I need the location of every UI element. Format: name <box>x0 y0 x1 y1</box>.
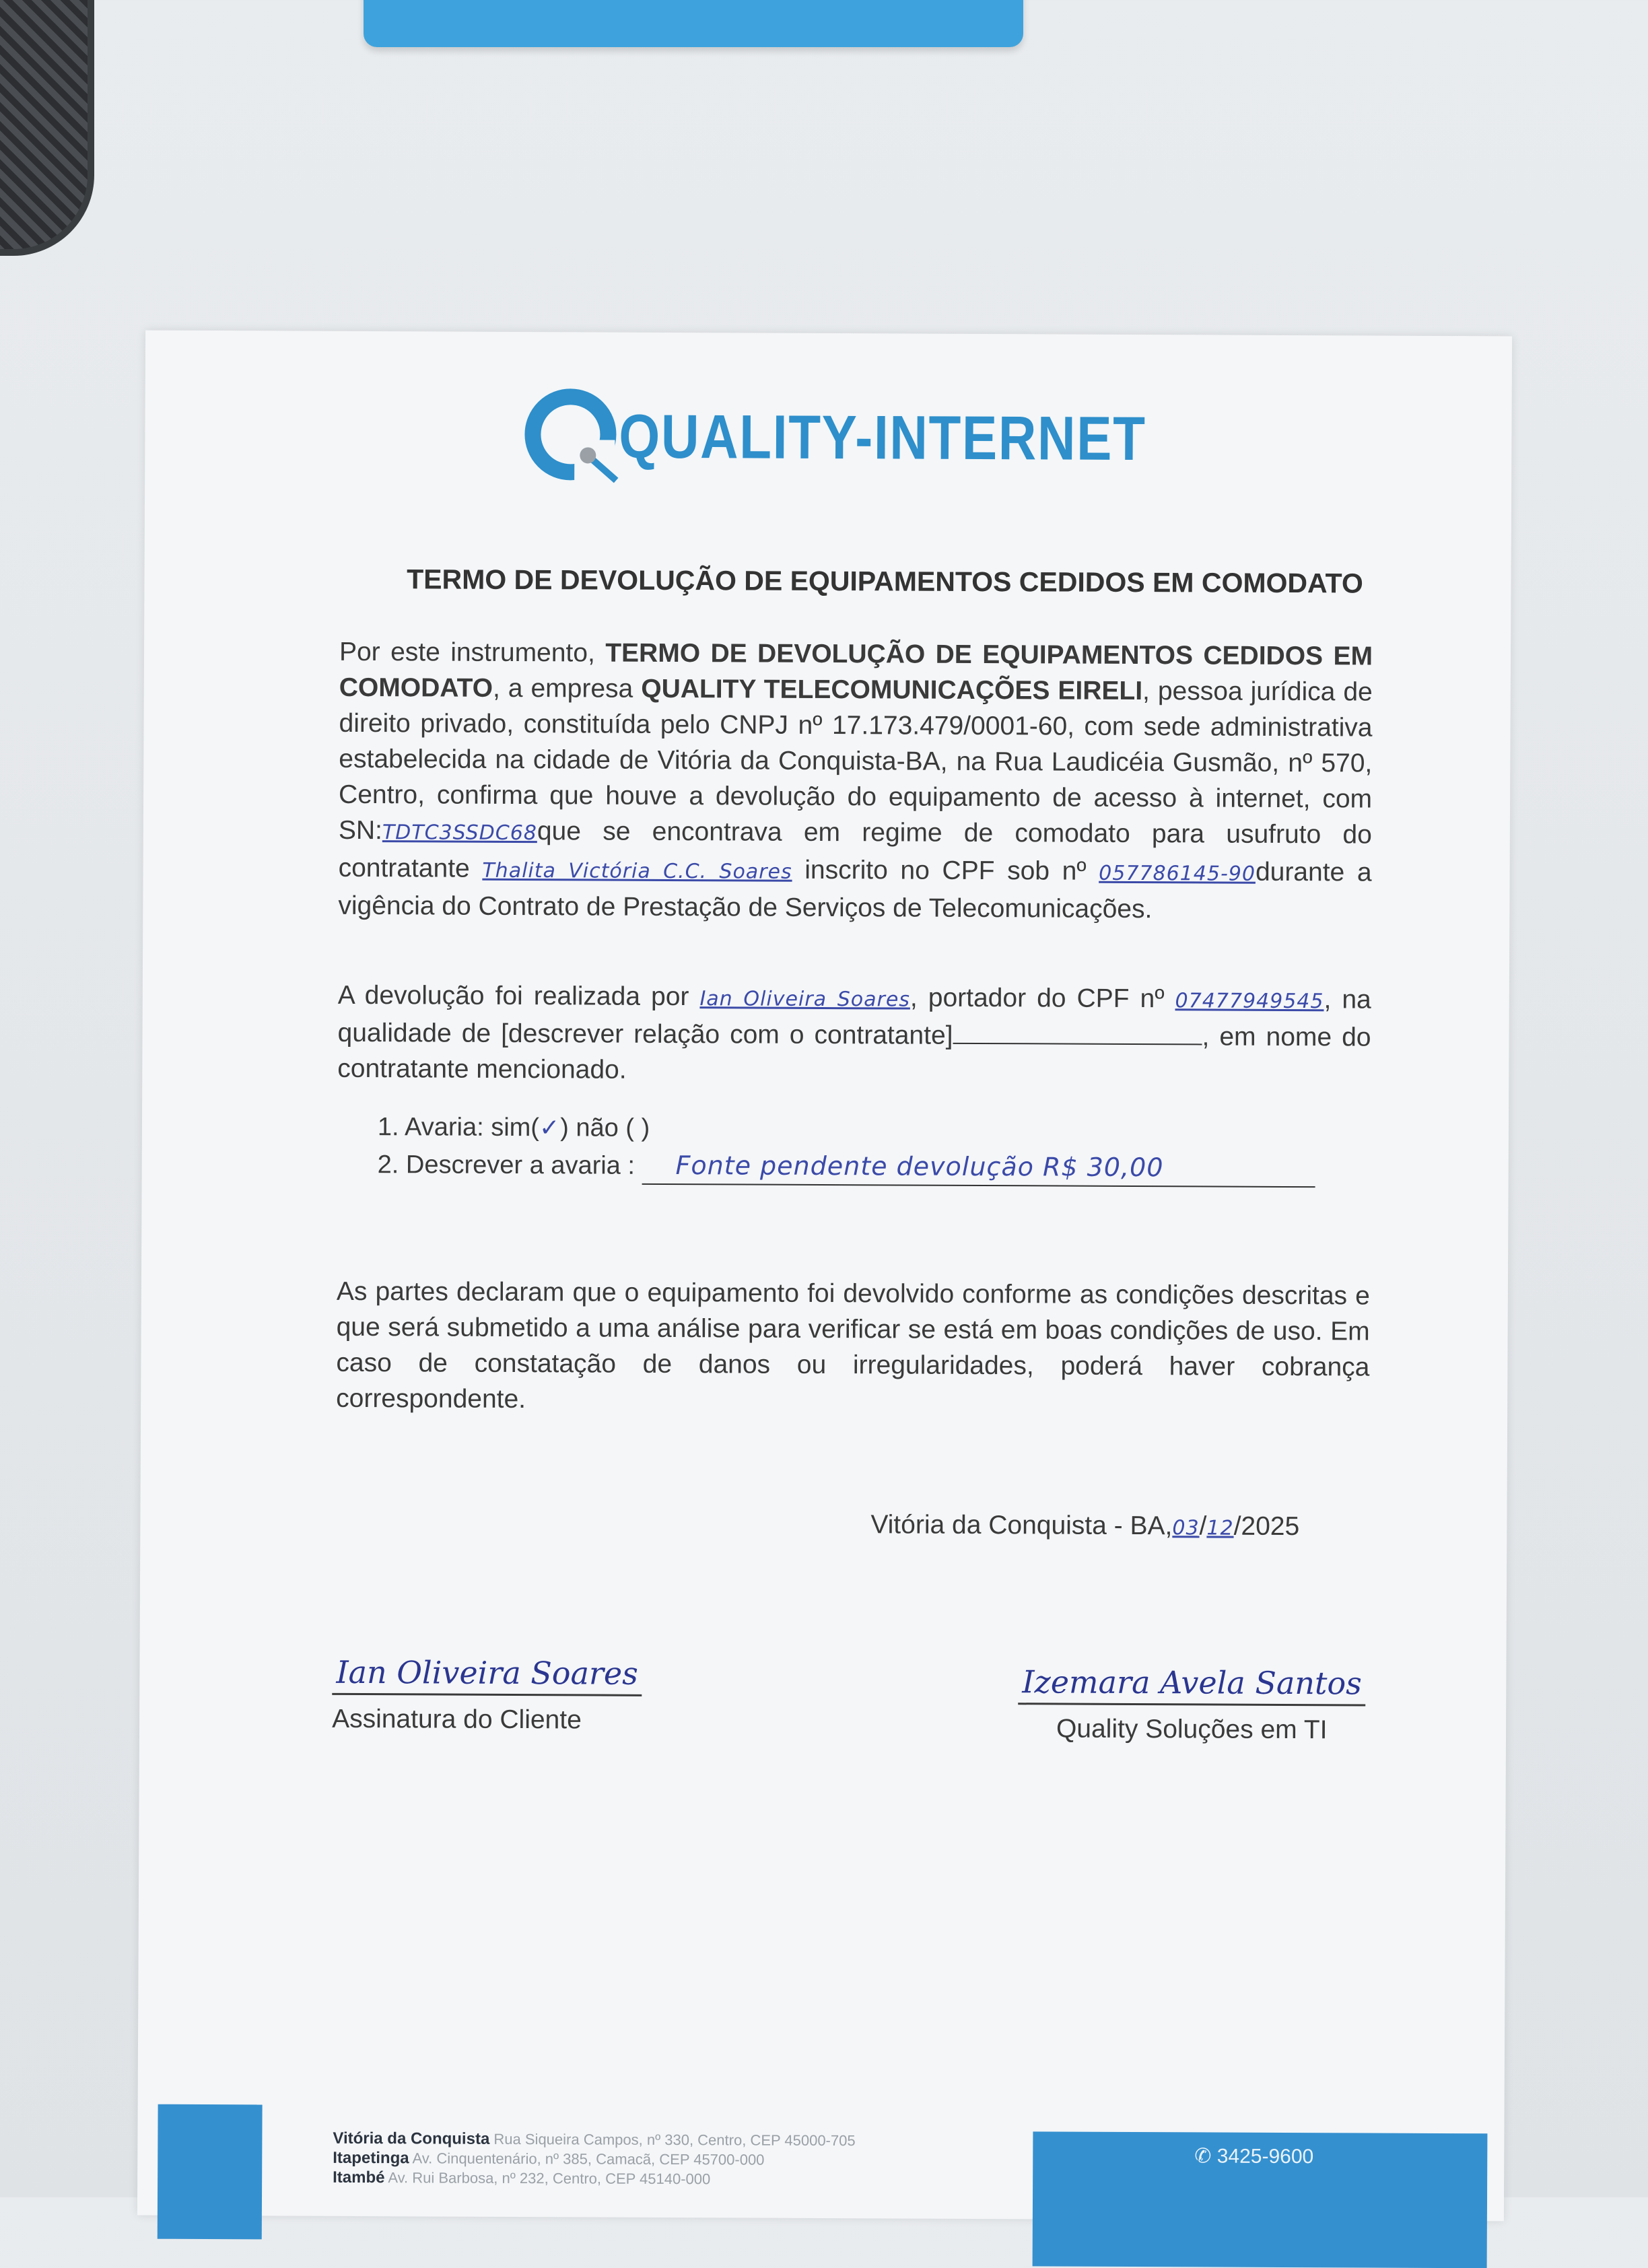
returner-name-handwritten: Ian Oliveira Soares <box>699 987 911 1012</box>
footer-city: Itapetinga <box>333 2148 409 2168</box>
p2-text-b: , portador do CPF nº <box>909 983 1175 1014</box>
client-signature-block <box>332 1654 642 1736</box>
p1-text-h: durante a vigência do Contrato de Prestação de Serviços de Telecomunicações. <box>338 857 1372 924</box>
p2-text-c: , na qualidade de [descrever relação com o contratante] <box>337 985 1371 1050</box>
paragraph-terms <box>338 634 1373 928</box>
footer-address-line <box>333 2168 855 2189</box>
damage-label: 1. Avaria: sim( <box>377 1113 540 1142</box>
paragraph-declaration: As partes declaram que o equipamento foi devolvido conforme as condições descritas e que será submetido a uma análise para verificar se está em boas condições de uso. Em caso de constatação de danos ou irregularidades, poderá haver cobrança correspondente. <box>336 1276 1370 1414</box>
footer-phone-number: 3425-9600 <box>1216 2145 1314 2168</box>
contractor-cpf-handwritten: 057786145-90 <box>1099 861 1256 886</box>
footer-city: Vitória da Conquista <box>333 2129 490 2148</box>
company-signature-caption: Quality Soluções em TI <box>1056 1714 1328 1745</box>
whatsapp-icon: ✆ <box>1194 2145 1212 2168</box>
damage-options: ) não ( ) <box>560 1113 650 1142</box>
footer-address: Av. Rui Barbosa, nº 232, Centro, CEP 45140-000 <box>388 2169 711 2188</box>
logo-text: QUALITY-INTERNET <box>619 402 1146 473</box>
place-and-date <box>870 1510 1299 1542</box>
background-blue-paper <box>364 0 1023 47</box>
returner-cpf-handwritten: 07477949545 <box>1175 989 1324 1014</box>
footer-address-line <box>333 2129 855 2150</box>
footer-contact-bar <box>1033 2131 1488 2268</box>
p1-text-g: inscrito no CPF sob nº <box>792 855 1099 886</box>
damage-description-handwritten: Fonte pendente devolução R$ 30,00 <box>642 1147 1315 1188</box>
p1-text-e: , pessoa jurídica de direito privado, constituída pelo CNPJ nº 17.173.479/0001-60, com sede administrativa estabelecida na cidade de Vitória da Conquista-BA, na Rua Laudicéia Gusmão, nº 570, Centro, confirma que houve a devolução do equipamento de acesso à internet, com SN: <box>338 677 1373 846</box>
footer-address: Rua Siqueira Campos, nº 330, Centro, CEP 45000-705 <box>493 2130 856 2150</box>
list-item-damage-description <box>378 1146 1315 1188</box>
p1-text-f: que se encontrava em regime de comodato para usufruto do contratante <box>338 817 1372 883</box>
footer-accent-bar <box>158 2104 263 2240</box>
company-signature-block <box>1018 1663 1366 1745</box>
footer-city: Itambé <box>333 2168 385 2187</box>
p1-company-name: QUALITY TELECOMUNICAÇÕES EIRELI <box>641 674 1143 706</box>
damage-description-label: 2. Descrever a avaria : <box>377 1150 642 1180</box>
serial-number-handwritten: TDTC3SSDC68 <box>382 821 537 846</box>
date-separator: / <box>1199 1511 1207 1541</box>
document-page <box>137 331 1512 2222</box>
document-title: TERMO DE DEVOLUÇÃO DE EQUIPAMENTOS CEDIDOS EM COMODATO <box>407 563 1363 599</box>
logo-q-icon <box>522 386 623 487</box>
date-month-handwritten: 12 <box>1206 1516 1234 1540</box>
paragraph-return <box>337 977 1371 1091</box>
p1-text-c: , a empresa <box>492 673 642 703</box>
footer-address: Av. Cinquentenário, nº 385, Camacã, CEP 45700-000 <box>412 2150 765 2168</box>
p1-text-a: Por este instrumento, <box>339 637 606 668</box>
company-logo <box>522 379 1239 497</box>
p2-text-a: A devolução foi realizada por <box>337 980 700 1012</box>
contractor-name-handwritten: Thalita Victória C.C. Soares <box>482 858 792 884</box>
place-text: Vitória da Conquista - BA, <box>870 1510 1173 1541</box>
footer-addresses <box>333 2129 856 2189</box>
list-item-damage <box>378 1109 1315 1150</box>
p1-bold-title: TERMO DE DEVOLUÇÃO DE EQUIPAMENTOS CEDIDOS EM COMODATO <box>339 638 1373 703</box>
client-signature-caption: Assinatura do Cliente <box>332 1704 582 1735</box>
damage-list <box>378 1109 1315 1188</box>
company-signature: Izemara Avela Santos <box>1018 1663 1366 1706</box>
footer-address-line <box>333 2148 855 2170</box>
date-year: /2025 <box>1233 1511 1300 1542</box>
check-mark-icon: ✓ <box>539 1114 561 1142</box>
background-object <box>0 0 94 256</box>
date-day-handwritten: 03 <box>1172 1516 1200 1540</box>
client-signature: Ian Oliveira Soares <box>332 1654 642 1696</box>
footer-phone <box>1194 2144 1313 2168</box>
relation-blank-line <box>953 1020 1202 1045</box>
p2-text-d: , em nome do contratante mencionado. <box>337 1022 1371 1085</box>
